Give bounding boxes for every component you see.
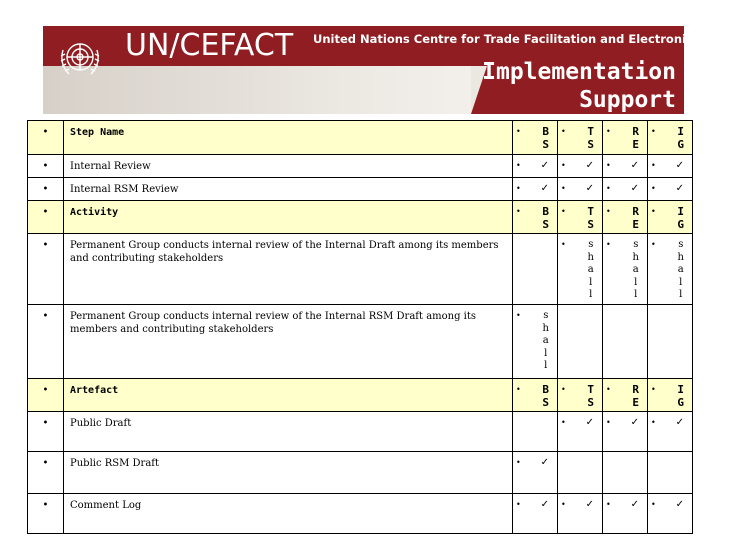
cell-ig: [648, 412, 693, 452]
brand-name: UN/CEFACT: [125, 28, 294, 63]
cell-bullet: •: [561, 418, 566, 427]
cell-ts: [558, 305, 603, 379]
cell-bullet: •: [651, 207, 656, 216]
cell-value: B S: [542, 205, 549, 231]
row-bullet: •: [28, 201, 64, 234]
table-section-header: [28, 121, 693, 155]
cell-ig: [648, 234, 693, 305]
cell-ts: [558, 494, 603, 534]
check-icon: ✓: [540, 160, 549, 171]
table-row: [28, 452, 693, 494]
check-icon: ✓: [585, 499, 594, 510]
header-banner: [43, 26, 754, 114]
page-title-line-2: Support: [579, 87, 676, 113]
check-icon: ✓: [540, 183, 549, 194]
cell-re: [603, 494, 648, 534]
check-icon: ✓: [540, 499, 549, 510]
section-title: Activity: [64, 201, 513, 234]
cell-value: I G: [677, 125, 684, 151]
cell-bullet: •: [516, 161, 521, 170]
table-row: [28, 494, 693, 534]
cell-bs: [513, 234, 558, 305]
check-icon: ✓: [585, 183, 594, 194]
cell-ts: [558, 234, 603, 305]
cell-value: T S: [587, 205, 594, 231]
cell-bs: [513, 494, 558, 534]
cell-bullet: •: [651, 184, 656, 193]
cell-ts: [558, 201, 603, 234]
cell-ig: [648, 452, 693, 494]
cell-bullet: •: [651, 385, 656, 394]
table-section-header: [28, 201, 693, 234]
cell-bs: [513, 201, 558, 234]
cell-ts: [558, 155, 603, 178]
cell-value: T S: [587, 383, 594, 409]
cell-bullet: •: [516, 127, 521, 136]
cell-bs: [513, 452, 558, 494]
cell-bullet: •: [561, 500, 566, 509]
cell-bullet: •: [516, 385, 521, 394]
cell-re: [603, 121, 648, 155]
row-bullet: •: [28, 178, 64, 201]
row-label: Internal Review: [64, 155, 513, 178]
cell-bullet: •: [561, 385, 566, 394]
cell-ts: [558, 452, 603, 494]
cell-re: [603, 178, 648, 201]
brand-tagline: United Nations Centre for Trade Facilitation and Electronic Business: [313, 32, 754, 46]
cell-bullet: •: [606, 184, 611, 193]
check-icon: ✓: [540, 457, 549, 468]
row-label: Internal RSM Review: [64, 178, 513, 201]
cell-bullet: •: [651, 127, 656, 136]
cell-bs: [513, 121, 558, 155]
check-icon: ✓: [675, 183, 684, 194]
row-bullet: •: [28, 121, 64, 155]
cell-re: [603, 201, 648, 234]
table-row: [28, 178, 693, 201]
cell-value: s h a l l: [677, 239, 684, 300]
row-label: Public RSM Draft: [64, 452, 513, 494]
cell-ig: [648, 155, 693, 178]
cell-bullet: •: [606, 127, 611, 136]
page-title-line-1: Implementation: [482, 59, 676, 85]
section-title: Step Name: [64, 121, 513, 155]
check-icon: ✓: [585, 417, 594, 428]
row-bullet: •: [28, 305, 64, 379]
row-bullet: •: [28, 494, 64, 534]
cell-value: R E: [632, 205, 639, 231]
check-icon: ✓: [675, 499, 684, 510]
check-icon: ✓: [630, 417, 639, 428]
cell-value: B S: [542, 125, 549, 151]
cell-bs: [513, 178, 558, 201]
cell-bullet: •: [561, 184, 566, 193]
table-row: [28, 412, 693, 452]
cell-bullet: •: [516, 207, 521, 216]
cell-value: B S: [542, 383, 549, 409]
cell-ig: [648, 201, 693, 234]
row-bullet: •: [28, 379, 64, 412]
cell-ig: [648, 379, 693, 412]
cell-bullet: •: [561, 127, 566, 136]
cell-ts: [558, 412, 603, 452]
cell-re: [603, 305, 648, 379]
cell-bullet: •: [606, 207, 611, 216]
check-icon: ✓: [675, 417, 684, 428]
cell-bullet: •: [516, 500, 521, 509]
cell-re: [603, 452, 648, 494]
cell-bullet: •: [561, 161, 566, 170]
check-icon: ✓: [630, 160, 639, 171]
cell-bullet: •: [561, 240, 566, 249]
check-icon: ✓: [585, 160, 594, 171]
cell-ts: [558, 178, 603, 201]
row-label: Permanent Group conducts internal review of the Internal RSM Draft among its members and contributing stakeholders: [64, 305, 513, 379]
cell-bullet: •: [606, 240, 611, 249]
table-row: [28, 305, 693, 379]
cell-ig: [648, 178, 693, 201]
cell-value: s h a l l: [587, 239, 594, 300]
cell-value: R E: [632, 125, 639, 151]
cell-bullet: •: [561, 207, 566, 216]
cell-re: [603, 234, 648, 305]
cell-value: R E: [632, 383, 639, 409]
check-icon: ✓: [630, 499, 639, 510]
row-bullet: •: [28, 412, 64, 452]
row-label: Public Draft: [64, 412, 513, 452]
cell-bullet: •: [516, 458, 521, 467]
row-bullet: •: [28, 155, 64, 178]
cell-bs: [513, 155, 558, 178]
table-row: [28, 155, 693, 178]
cell-bullet: •: [516, 311, 521, 320]
cell-value: I G: [677, 205, 684, 231]
cell-ig: [648, 121, 693, 155]
cell-bullet: •: [516, 184, 521, 193]
cell-re: [603, 412, 648, 452]
row-label: Permanent Group conducts internal review of the Internal Draft among its members and contributing stakeholders: [64, 234, 513, 305]
cell-bullet: •: [606, 500, 611, 509]
cell-ts: [558, 121, 603, 155]
cell-bullet: •: [606, 161, 611, 170]
cell-re: [603, 155, 648, 178]
cell-value: s h a l l: [632, 239, 639, 300]
cell-bs: [513, 412, 558, 452]
cell-re: [603, 379, 648, 412]
cell-bs: [513, 305, 558, 379]
cell-bullet: •: [606, 385, 611, 394]
cell-bullet: •: [651, 161, 656, 170]
cell-value: s h a l l: [542, 310, 549, 371]
cell-value: I G: [677, 383, 684, 409]
table-row: [28, 234, 693, 305]
implementation-table: [27, 120, 693, 534]
cell-bullet: •: [651, 500, 656, 509]
table-section-header: [28, 379, 693, 412]
row-label: Comment Log: [64, 494, 513, 534]
cell-bullet: •: [651, 418, 656, 427]
un-emblem-icon: [53, 30, 107, 84]
cell-value: T S: [587, 125, 594, 151]
row-bullet: •: [28, 452, 64, 494]
cell-ts: [558, 379, 603, 412]
section-title: Artefact: [64, 379, 513, 412]
row-bullet: •: [28, 234, 64, 305]
cell-bullet: •: [606, 418, 611, 427]
cell-ig: [648, 305, 693, 379]
cell-bullet: •: [651, 240, 656, 249]
check-icon: ✓: [630, 183, 639, 194]
cell-ig: [648, 494, 693, 534]
cell-bs: [513, 379, 558, 412]
check-icon: ✓: [675, 160, 684, 171]
